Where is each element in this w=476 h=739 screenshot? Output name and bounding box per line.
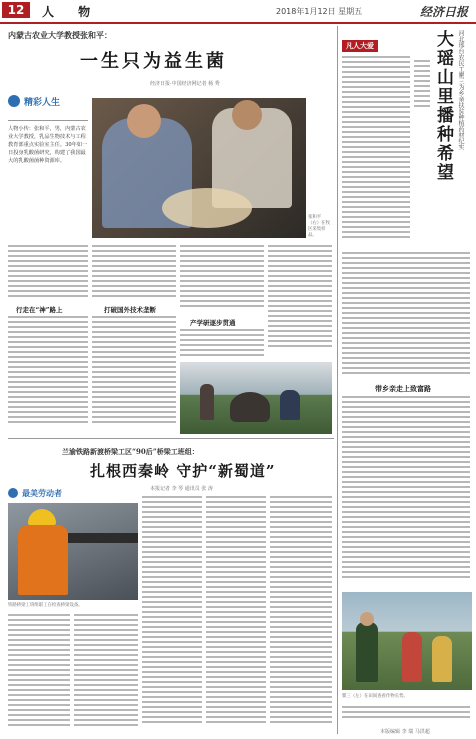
section-tag-jingcai: 精彩人生 (8, 92, 78, 112)
story1-col3a-text (180, 245, 264, 315)
story1-byline: 经济日报·中国经济网记者 杨 秀 (150, 81, 220, 87)
section-divider (8, 438, 334, 439)
story1-intro-box: 人物小传：张和平，男，内蒙古农业大学教授，乳品生物技术与工程教育部重点实验室主任。30年如一日投身乳酸菌研究，构建了我国最大的乳酸菌菌种资源库。 (8, 120, 88, 246)
story2-col5-text (270, 496, 332, 732)
right-vertical-headline: 大瑶山里播种希望 (433, 30, 453, 182)
tag-circle-icon (8, 488, 18, 498)
story2-col2-text (74, 614, 138, 732)
right-photo (342, 592, 472, 690)
section-name: 人 物 (42, 5, 101, 19)
story1-col2a-text (92, 245, 176, 303)
story1-col1b-text (8, 316, 88, 432)
column-divider (337, 26, 338, 734)
tag-circle-icon (8, 95, 20, 107)
story1-photo-caption: 张和平（右）在牧区采集样品。 (308, 215, 330, 238)
page-footer-editor: 本版编辑 李 瑞 马洪超 (380, 729, 430, 735)
right-col5-text (342, 706, 470, 726)
story1-kicker: 内蒙古农业大学教授张和平： (8, 30, 112, 40)
right-col4-text (342, 396, 470, 586)
story1-subhead-1: 行走在“神”路上 (16, 306, 63, 314)
story2-byline: 本报记者 李 琴 通讯员 张 涛 (150, 486, 213, 492)
story2-headline: 扎根西秦岭 守护“新蜀道” (90, 462, 276, 480)
story2-col4-text (206, 496, 266, 732)
story2-col1-text (8, 614, 70, 732)
right-subhead: 带乡亲走上致富路 (375, 384, 431, 393)
story1-photo (92, 98, 306, 238)
right-photo-caption: 瞿三（左）在田间查看作物长势。 (342, 694, 408, 699)
story1-photo-2 (180, 362, 332, 434)
page-number-badge: 12 (2, 2, 30, 18)
story1-col2b-text (92, 316, 176, 432)
story1-subhead-3: 产学研逐步贯通 (190, 319, 236, 327)
story2-kicker: 兰渝铁路新渡桥梁工区“90后”桥梁工班组： (62, 447, 199, 456)
right-vertical-kicker: 河北邢台农民工瞿三为乡亲扶贫种植药材纪实 (457, 30, 464, 150)
story1-col1-text (8, 245, 88, 303)
right-col3-text (342, 252, 470, 382)
story2-photo (8, 503, 138, 600)
section-tag-laodong: 最美劳动者 (8, 486, 80, 500)
right-col2-text (414, 60, 430, 240)
section-tag-fanren: 凡人大爱 (342, 40, 378, 52)
story1-headline: 一生只为益生菌 (80, 51, 227, 72)
story1-subhead-2: 打破国外技术垄断 (104, 306, 156, 314)
story1-col3b-text (180, 329, 264, 359)
newspaper-logo: 经济日报 (420, 5, 469, 19)
story2-col3-text (142, 496, 202, 732)
right-col1-text (342, 56, 410, 246)
issue-date: 2018年1月12日 星期五 (276, 7, 363, 16)
story2-photo-caption: 铁路桥梁工班组职工在检查桥梁设备。 (8, 603, 83, 608)
story1-col4-text (268, 245, 332, 359)
